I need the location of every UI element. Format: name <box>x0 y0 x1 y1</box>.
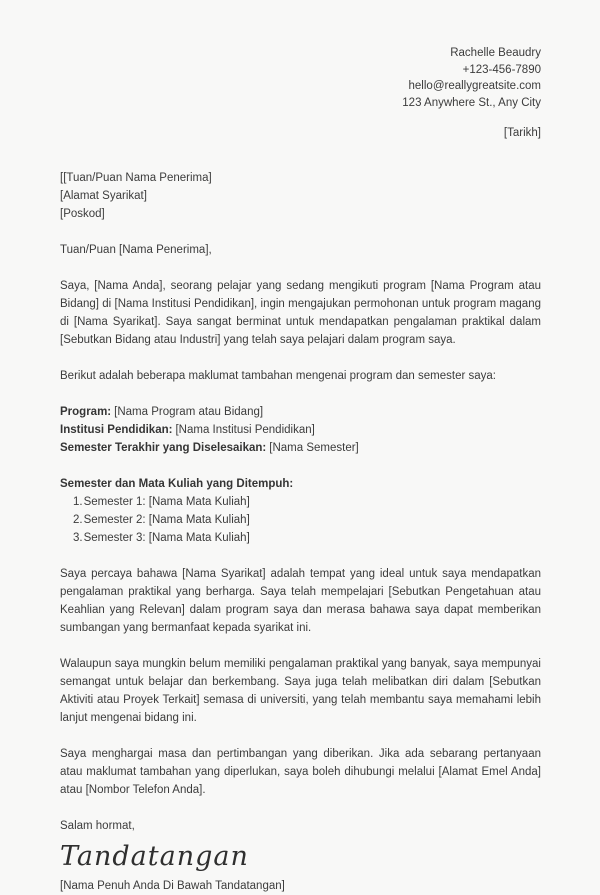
list-item-number: 2. <box>73 514 83 526</box>
list-item-number: 3. <box>73 532 83 544</box>
list-item-number: 1. <box>73 496 83 508</box>
info-label-last-semester: Semester Terakhir yang Diselesaikan: <box>60 442 267 454</box>
list-item <box>73 493 541 511</box>
semester-courses-section <box>60 475 541 547</box>
sender-name: Rachelle Beaudry <box>450 47 541 59</box>
signature-name-placeholder: [Nama Penuh Anda Di Bawah Tandatangan] <box>60 880 285 892</box>
list-item <box>73 511 541 529</box>
info-row-last-semester <box>60 439 541 457</box>
recipient-company-address-placeholder: [Alamat Syarikat] <box>60 190 147 202</box>
info-label-program: Program: <box>60 406 112 418</box>
list-item-text: Semester 1: [Nama Mata Kuliah] <box>83 496 250 508</box>
sender-contact-block <box>60 45 541 111</box>
paragraph-intro: Saya, [Nama Anda], seorang pelajar yang sedang mengikuti program [Nama Program atau Bidang] di [Nama Institusi Pendidikan], ingin mengajukan permohonan untuk program magang di [Nama Syarikat]. Saya sangat berminat untuk mendapatkan pengalaman praktikal dalam [Sebutkan Bidang atau Industri] yang telah saya pelajari dalam program saya. <box>60 280 541 346</box>
info-row-program <box>60 403 541 421</box>
sender-email: hello@reallygreatsite.com <box>408 80 541 92</box>
sender-address: 123 Anywhere St., Any City <box>402 96 541 109</box>
info-label-institution: Institusi Pendidikan: <box>60 424 173 436</box>
semester-courses-heading: Semester dan Mata Kuliah yang Ditempuh: <box>60 478 294 490</box>
info-value-program: [Nama Program atau Bidang] <box>114 406 264 418</box>
list-item <box>73 529 541 547</box>
signature-script: Tandatangan <box>60 841 249 872</box>
paragraph-info-lead: Berikut adalah beberapa maklumat tambahan mengenai program dan semester saya: <box>60 370 496 382</box>
recipient-name-placeholder: [[Tuan/Puan Nama Penerima] <box>60 172 212 184</box>
program-info-block <box>60 403 541 457</box>
info-value-last-semester: [Nama Semester] <box>269 442 359 454</box>
list-item-text: Semester 3: [Nama Mata Kuliah] <box>83 532 250 544</box>
recipient-block <box>60 169 541 223</box>
closing-salutation: Salam hormat, <box>60 820 135 832</box>
paragraph-belief: Saya percaya bahawa [Nama Syarikat] adalah tempat yang ideal untuk saya mendapatkan pengalaman praktikal yang berharga. Saya telah mempelajari [Sebutkan Pengetahuan atau Keahlian yang Relevan] dalam program saya dan merasa bahawa saya dapat memberikan sumbangan yang bermanfaat kepada syarikat ini. <box>60 568 541 634</box>
sender-phone: +123-456-7890 <box>462 63 541 76</box>
semester-courses-list <box>60 493 541 547</box>
list-item-text: Semester 2: [Nama Mata Kuliah] <box>83 514 250 526</box>
paragraph-gratitude: Saya menghargai masa dan pertimbangan yang diberikan. Jika ada sebarang pertanyaan atau maklumat tambahan yang diperlukan, saya boleh dihubungi melalui [Alamat Emel Anda] atau [Nombor Telefon Anda]. <box>60 748 541 796</box>
date-placeholder: [Tarikh] <box>503 127 541 139</box>
info-value-institution: [Nama Institusi Pendidikan] <box>175 424 315 436</box>
paragraph-enthusiasm: Walaupun saya mungkin belum memiliki pengalaman praktikal yang banyak, saya mempunyai semangat untuk belajar dan berkembang. Saya juga telah melibatkan diri dalam [Sebutkan Aktiviti atau Proyek Terkait] semasa di universiti, yang telah membantu saya memahami lebih lanjut mengenai bidang ini. <box>60 658 541 724</box>
info-row-institution <box>60 421 541 439</box>
salutation: Tuan/Puan [Nama Penerima], <box>60 244 212 256</box>
recipient-postcode-placeholder: [Poskod] <box>60 208 105 220</box>
